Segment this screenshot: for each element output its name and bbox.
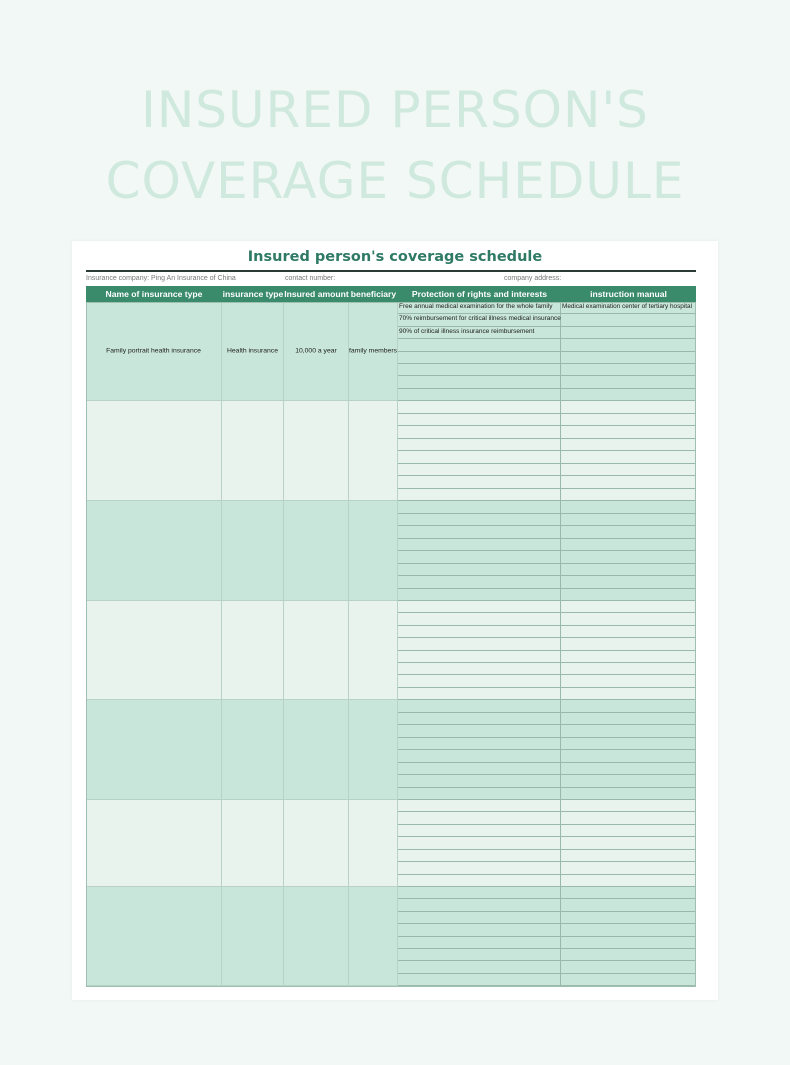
protection-subcell[interactable] (398, 539, 561, 552)
manual-subcell[interactable] (561, 812, 696, 824)
protection-subcell[interactable] (398, 638, 561, 650)
manual-subcell[interactable] (561, 725, 696, 738)
beneficiary-cell[interactable] (349, 601, 398, 700)
protection-subcell[interactable] (398, 949, 561, 961)
manual-subcell[interactable] (561, 775, 696, 788)
insurance-type-cell[interactable] (222, 401, 284, 501)
protection-subcell[interactable] (398, 887, 561, 899)
manual-subcell[interactable] (561, 576, 696, 589)
protection-subcell[interactable] (398, 651, 561, 663)
protection-subcell[interactable] (398, 314, 561, 326)
protection-text: Free annual medical examination for the whole family (399, 303, 553, 310)
protection-subcell[interactable] (398, 302, 561, 314)
protection-subcell[interactable] (398, 551, 561, 564)
manual-subcell[interactable] (561, 339, 696, 351)
insurance-type-cell[interactable] (222, 887, 284, 986)
manual-subcell[interactable] (561, 626, 696, 638)
insurance-name-cell[interactable] (86, 501, 222, 601)
protection-subcell[interactable] (398, 663, 561, 675)
manual-subcell[interactable] (561, 800, 696, 812)
protection-subcell[interactable] (398, 451, 561, 464)
insurance-name-cell[interactable] (86, 887, 222, 986)
protection-subcell[interactable] (398, 763, 561, 776)
col-manual-header: instruction manual (561, 286, 696, 302)
manual-subcell[interactable] (561, 314, 696, 326)
insurance-type-cell[interactable] (222, 700, 284, 800)
manual-subcell[interactable] (561, 788, 696, 801)
beneficiary-cell[interactable] (349, 501, 398, 601)
manual-subcell[interactable] (561, 763, 696, 776)
beneficiary-cell[interactable] (349, 800, 398, 887)
protection-subcell[interactable] (398, 589, 561, 602)
insured-amount-cell[interactable] (284, 601, 349, 700)
protection-subcell[interactable] (398, 788, 561, 801)
protection-subcell[interactable] (398, 526, 561, 539)
manual-subcell[interactable] (561, 426, 696, 439)
hero-title-line-2: COVERAGE SCHEDULE (105, 152, 685, 210)
protection-subcell[interactable] (398, 426, 561, 439)
insured-amount-cell-text: 10,000 a year (295, 347, 337, 355)
manual-subcell[interactable] (561, 663, 696, 675)
protection-subcell[interactable] (398, 414, 561, 427)
protection-subcell[interactable] (398, 675, 561, 687)
insurance-name-cell[interactable] (86, 302, 222, 401)
manual-subcell[interactable] (561, 862, 696, 874)
manual-subcell[interactable] (561, 564, 696, 577)
protection-subcell[interactable] (398, 376, 561, 388)
manual-subcell[interactable] (561, 750, 696, 763)
manual-subcell[interactable] (561, 376, 696, 388)
manual-subcell[interactable] (561, 401, 696, 414)
manual-subcell[interactable] (561, 912, 696, 924)
protection-subcell[interactable] (398, 812, 561, 824)
manual-subcell[interactable] (561, 899, 696, 911)
protection-subcell[interactable] (398, 464, 561, 477)
manual-subcell[interactable] (561, 589, 696, 602)
manual-subcell[interactable] (561, 451, 696, 464)
protection-subcell[interactable] (398, 850, 561, 862)
manual-subcell[interactable] (561, 949, 696, 961)
manual-subcell[interactable] (561, 638, 696, 650)
manual-subcell[interactable] (561, 961, 696, 973)
protection-subcell[interactable] (398, 800, 561, 812)
col-name-header: Name of insurance type (86, 286, 222, 302)
insurance-name-cell[interactable] (86, 401, 222, 501)
manual-subcell[interactable] (561, 476, 696, 489)
insured-amount-cell[interactable] (284, 887, 349, 986)
protection-subcell[interactable] (398, 564, 561, 577)
insurance-name-cell-text: Family portrait health insurance (106, 347, 201, 355)
protection-subcell[interactable] (398, 713, 561, 726)
manual-subcell[interactable] (561, 501, 696, 514)
manual-subcell[interactable] (561, 364, 696, 376)
manual-subcell[interactable] (561, 601, 696, 613)
manual-subcell[interactable] (561, 613, 696, 625)
col-type-header: insurance type (222, 286, 284, 302)
manual-subcell[interactable] (561, 738, 696, 751)
manual-subcell[interactable] (561, 974, 696, 986)
manual-subcell[interactable] (561, 887, 696, 899)
sheet-title: Insured person's coverage schedule (247, 249, 543, 265)
insured-amount-cell[interactable] (284, 501, 349, 601)
manual-subcell[interactable] (561, 825, 696, 837)
manual-subcell[interactable] (561, 551, 696, 564)
manual-subcell[interactable] (561, 464, 696, 477)
hero-title-line-1: INSURED PERSON'S (141, 81, 649, 139)
insurance-type-cell[interactable] (222, 800, 284, 887)
protection-text: 90% of critical illness insurance reimbursement (399, 327, 535, 335)
protection-subcell[interactable] (398, 389, 561, 401)
protection-subcell[interactable] (398, 364, 561, 376)
beneficiary-cell[interactable] (349, 302, 398, 401)
protection-subcell[interactable] (398, 924, 561, 936)
manual-subcell[interactable] (561, 414, 696, 427)
protection-subcell[interactable] (398, 937, 561, 949)
insured-amount-cell[interactable] (284, 700, 349, 800)
insurance-type-cell[interactable] (222, 302, 284, 401)
insured-amount-cell[interactable] (284, 401, 349, 501)
protection-subcell[interactable] (398, 775, 561, 788)
manual-subcell[interactable] (561, 700, 696, 713)
manual-subcell[interactable] (561, 837, 696, 849)
protection-subcell[interactable] (398, 738, 561, 751)
protection-subcell[interactable] (398, 613, 561, 625)
protection-subcell[interactable] (398, 501, 561, 514)
protection-subcell[interactable] (398, 514, 561, 527)
manual-subcell[interactable] (561, 352, 696, 364)
protection-subcell[interactable] (398, 750, 561, 763)
protection-subcell[interactable] (398, 476, 561, 489)
beneficiary-cell-text: family members (349, 347, 397, 355)
insurance-type-cell[interactable] (222, 601, 284, 700)
protection-subcell[interactable] (398, 439, 561, 452)
col-protection-header: Protection of rights and interests (398, 286, 561, 302)
manual-subcell[interactable] (561, 875, 696, 887)
manual-subcell[interactable] (561, 937, 696, 949)
protection-text: 70% reimbursement for critical illness medical insurance (399, 315, 561, 323)
protection-subcell[interactable] (398, 974, 561, 986)
protection-subcell[interactable] (398, 489, 561, 502)
protection-subcell[interactable] (398, 825, 561, 837)
manual-subcell[interactable] (561, 713, 696, 726)
protection-subcell[interactable] (398, 339, 561, 351)
title-divider (86, 270, 696, 272)
protection-subcell[interactable] (398, 576, 561, 589)
manual-subcell[interactable] (561, 489, 696, 502)
coverage-sheet (72, 241, 718, 1000)
contact-number-label: contact number: (285, 275, 336, 282)
insurance-type-cell-text: Health insurance (226, 347, 278, 355)
manual-subcell[interactable] (561, 924, 696, 936)
manual-subcell[interactable] (561, 514, 696, 527)
insurance-type-cell[interactable] (222, 501, 284, 601)
insurance-name-cell[interactable] (86, 601, 222, 700)
insured-amount-cell[interactable] (284, 302, 349, 401)
insured-amount-cell[interactable] (284, 800, 349, 887)
protection-subcell[interactable] (398, 601, 561, 613)
protection-subcell[interactable] (398, 912, 561, 924)
col-beneficiary-header: beneficiary (349, 286, 398, 302)
beneficiary-cell[interactable] (349, 700, 398, 800)
protection-subcell[interactable] (398, 700, 561, 713)
manual-subcell[interactable] (561, 389, 696, 401)
beneficiary-cell[interactable] (349, 401, 398, 501)
manual-subcell[interactable] (561, 302, 696, 314)
insurance-name-cell[interactable] (86, 700, 222, 800)
manual-subcell[interactable] (561, 850, 696, 862)
beneficiary-cell[interactable] (349, 887, 398, 986)
manual-subcell[interactable] (561, 651, 696, 663)
company-address-label: company address: (504, 275, 562, 282)
protection-subcell[interactable] (398, 352, 561, 364)
protection-subcell[interactable] (398, 875, 561, 887)
manual-text: Medical examination center of tertiary hospital (562, 303, 693, 310)
manual-subcell[interactable] (561, 675, 696, 687)
protection-subcell[interactable] (398, 899, 561, 911)
col-amount-header: Insured amount (284, 286, 349, 302)
insurance-name-cell[interactable] (86, 800, 222, 887)
manual-subcell[interactable] (561, 688, 696, 700)
protection-subcell[interactable] (398, 401, 561, 414)
manual-subcell[interactable] (561, 526, 696, 539)
protection-subcell[interactable] (398, 837, 561, 849)
manual-subcell[interactable] (561, 539, 696, 552)
protection-subcell[interactable] (398, 862, 561, 874)
protection-subcell[interactable] (398, 626, 561, 638)
manual-subcell[interactable] (561, 327, 696, 339)
protection-subcell[interactable] (398, 961, 561, 973)
protection-subcell[interactable] (398, 688, 561, 700)
insurance-company-label: Insurance company: Ping An Insurance of China (86, 275, 236, 282)
protection-subcell[interactable] (398, 327, 561, 339)
protection-subcell[interactable] (398, 725, 561, 738)
manual-subcell[interactable] (561, 439, 696, 452)
